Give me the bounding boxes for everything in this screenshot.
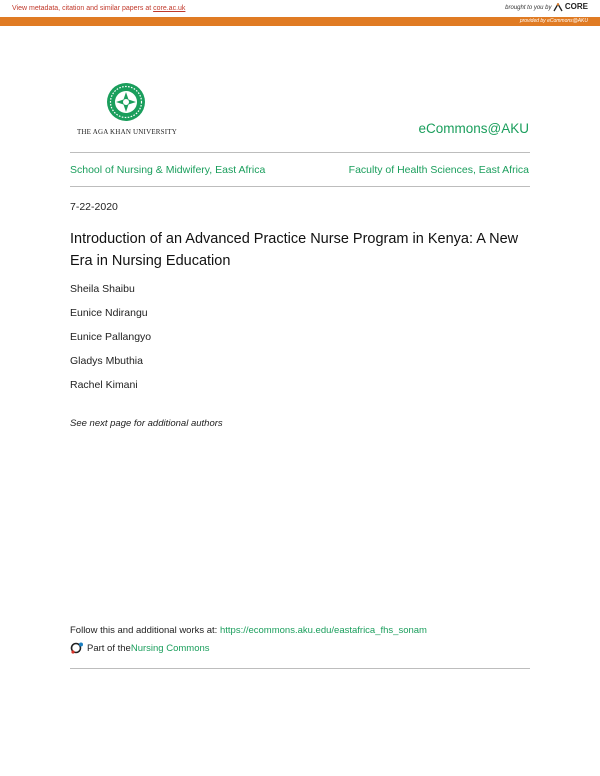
- core-branding[interactable]: [505, 2, 588, 12]
- provided-by-text: provided by eCommons@AKU: [519, 18, 588, 24]
- divider-bottom: [70, 668, 530, 669]
- part-of-line: [70, 642, 210, 654]
- follow-text: Follow this and additional works at:: [70, 625, 220, 636]
- divider-collections: [70, 186, 530, 187]
- faculty-collection-link[interactable]: Faculty of Health Sciences, East Africa: [348, 164, 529, 176]
- core-metadata-text: View metadata, citation and similar papers at: [12, 5, 154, 12]
- publication-date: 7-22-2020: [70, 201, 118, 213]
- author-name: Sheila Shaibu: [70, 283, 135, 295]
- author-name: Eunice Ndirangu: [70, 307, 148, 319]
- core-logo-icon: [553, 3, 563, 12]
- author-name: Eunice Pallangyo: [70, 331, 152, 343]
- core-logo-text: CORE: [564, 2, 588, 11]
- aku-emblem-icon: [106, 82, 146, 122]
- collection-url-link[interactable]: https://ecommons.aku.edu/eastafrica_fhs_sonam: [219, 625, 427, 636]
- additional-authors-note: See next page for additional authors: [70, 418, 223, 429]
- core-banner: [0, 0, 600, 17]
- aku-logo[interactable]: [72, 82, 182, 138]
- follow-line: [70, 625, 427, 636]
- brought-to-you-text: brought to you by: [505, 5, 552, 11]
- network-commons-icon: [70, 642, 84, 654]
- school-collection-link[interactable]: School of Nursing & Midwifery, East Africa: [70, 164, 266, 176]
- divider-top: [70, 152, 530, 153]
- repository-name[interactable]: eCommons@AKU: [418, 121, 529, 136]
- author-name: Gladys Mbuthia: [70, 355, 143, 367]
- university-name: THE AGA KHAN UNIVERSITY: [76, 128, 178, 136]
- nursing-commons-link[interactable]: Nursing Commons: [130, 642, 210, 654]
- author-list: [70, 282, 151, 402]
- part-of-text: Part of the: [87, 642, 131, 654]
- core-link[interactable]: core.ac.uk: [153, 5, 186, 12]
- paper-title: Introduction of an Advanced Practice Nurse Program in Kenya: A New Era in Nursing Education: [70, 231, 519, 269]
- author-name: Rachel Kimani: [70, 379, 138, 391]
- core-metadata-notice: [12, 5, 185, 12]
- core-provider-strip: [0, 17, 600, 26]
